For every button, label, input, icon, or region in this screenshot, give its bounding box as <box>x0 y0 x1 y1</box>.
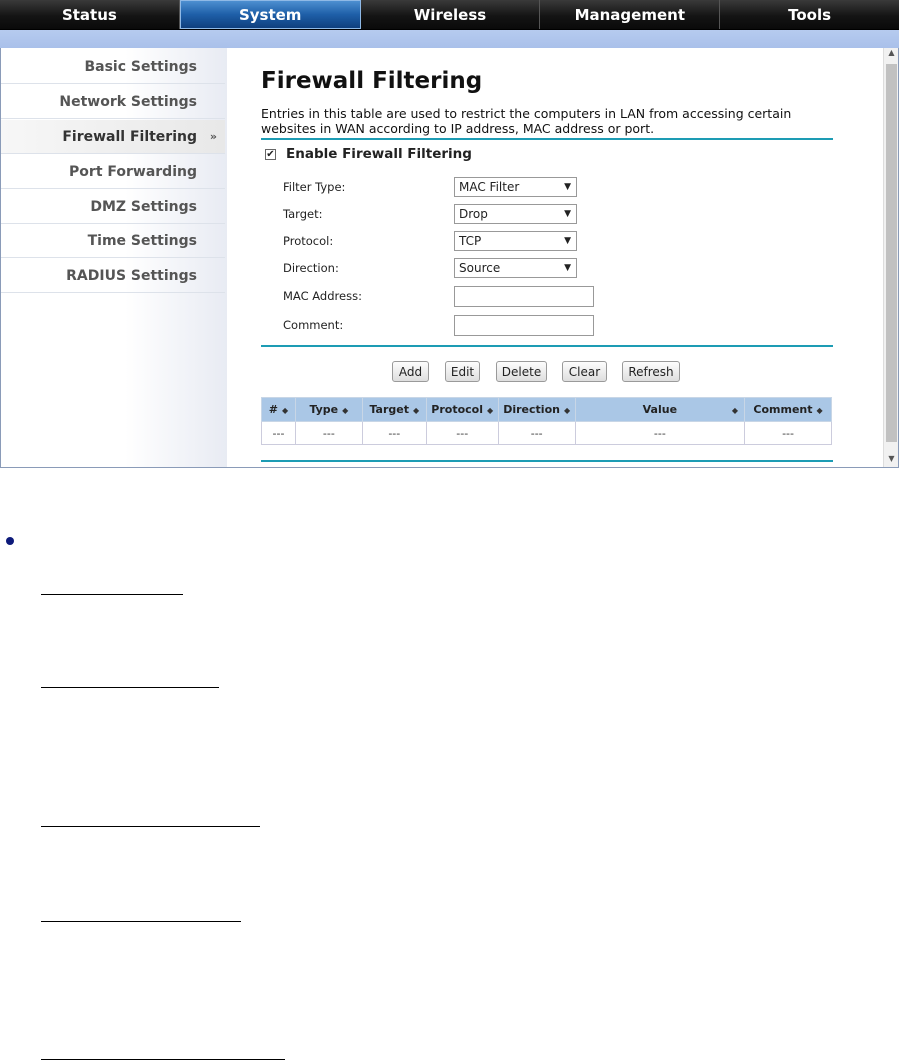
sort-icon: ◆ <box>282 406 289 415</box>
underline <box>41 826 260 827</box>
protocol-select[interactable] <box>454 231 577 251</box>
sort-icon: ◆ <box>816 406 823 415</box>
column-header-protocol[interactable]: Protocol ◆ <box>426 398 498 422</box>
delete-button[interactable]: Delete <box>496 361 547 382</box>
target-value: Drop <box>459 207 488 221</box>
column-header-direction[interactable]: Direction ◆ <box>498 398 575 422</box>
table-row <box>262 422 832 445</box>
direction-label: Direction: <box>283 261 339 275</box>
column-header-type[interactable]: Type ◆ <box>295 398 362 422</box>
enable-firewall-label: Enable Firewall Filtering <box>286 146 472 162</box>
sidebar-item-label: Port Forwarding <box>69 163 197 180</box>
dropdown-arrow-icon: ▼ <box>564 263 571 273</box>
underline <box>41 1059 285 1060</box>
sidebar-item-firewall-filtering[interactable] <box>1 120 225 154</box>
tab-tools[interactable]: Tools <box>788 5 832 24</box>
edit-button[interactable]: Edit <box>445 361 480 382</box>
checkmark-icon: ✔ <box>266 148 275 160</box>
sidebar-item-label: DMZ Settings <box>90 198 197 215</box>
scrollbar-thumb[interactable] <box>886 64 897 442</box>
scroll-down-arrow-icon[interactable]: ▼ <box>888 454 895 463</box>
sidebar <box>1 48 227 468</box>
divider <box>261 345 833 347</box>
direction-value: Source <box>459 261 501 275</box>
sub-nav-band <box>0 30 899 48</box>
mac-address-label: MAC Address: <box>283 289 362 303</box>
tab-system[interactable]: System <box>180 0 361 29</box>
sort-icon: ◆ <box>563 406 571 415</box>
vertical-scrollbar[interactable] <box>883 48 898 468</box>
scroll-up-arrow-icon[interactable]: ▲ <box>888 48 895 57</box>
column-header-value[interactable]: Value ◆ <box>575 398 744 422</box>
tab-wireless[interactable]: Wireless <box>361 0 541 29</box>
column-header-comment[interactable]: Comment ◆ <box>745 398 832 422</box>
protocol-label: Protocol: <box>283 234 334 248</box>
protocol-value: TCP <box>459 234 482 248</box>
clear-button[interactable]: Clear <box>562 361 607 382</box>
bullet-icon <box>6 537 14 545</box>
content-frame <box>0 48 899 468</box>
divider <box>261 138 833 140</box>
table-header-row <box>262 398 832 422</box>
filter-type-label: Filter Type: <box>283 180 346 194</box>
top-navigation <box>0 0 899 30</box>
table-cell: --- <box>426 422 498 445</box>
underline <box>41 921 241 922</box>
sidebar-item-radius-settings[interactable] <box>1 259 225 293</box>
chevron-right-icon: » <box>209 130 217 143</box>
mac-address-input[interactable] <box>454 286 594 307</box>
divider <box>261 460 833 462</box>
add-button[interactable]: Add <box>392 361 429 382</box>
comment-label: Comment: <box>283 318 344 332</box>
dropdown-arrow-icon: ▼ <box>564 182 571 192</box>
table-cell: --- <box>745 422 832 445</box>
tab-management[interactable]: Management <box>540 0 720 29</box>
page-description: Entries in this table are used to restrict the computers in LAN from accessing certain websites in WAN according to IP address, MAC address or port. <box>261 106 792 136</box>
table-cell: --- <box>262 422 296 445</box>
sort-icon: ◆ <box>731 406 739 415</box>
filter-type-value: MAC Filter <box>459 180 520 194</box>
underline <box>41 594 183 595</box>
sidebar-item-basic-settings[interactable] <box>1 50 225 84</box>
comment-input[interactable] <box>454 315 594 336</box>
filter-type-select[interactable] <box>454 177 577 197</box>
table-cell: --- <box>295 422 362 445</box>
table-cell: --- <box>362 422 426 445</box>
refresh-button[interactable]: Refresh <box>622 361 680 382</box>
sidebar-item-label: Basic Settings <box>84 58 197 75</box>
target-label: Target: <box>283 207 323 221</box>
table-cell: --- <box>575 422 744 445</box>
sidebar-item-label: Network Settings <box>59 93 197 110</box>
firewall-rules-table <box>261 397 832 445</box>
table-cell: --- <box>498 422 575 445</box>
enable-firewall-checkbox[interactable] <box>265 149 276 160</box>
page-title: Firewall Filtering <box>261 68 483 94</box>
sort-icon: ◆ <box>412 406 420 415</box>
direction-select[interactable] <box>454 258 577 278</box>
sidebar-item-dmz-settings[interactable] <box>1 190 225 224</box>
target-select[interactable] <box>454 204 577 224</box>
sidebar-item-network-settings[interactable] <box>1 85 225 119</box>
column-header-target[interactable]: Target ◆ <box>362 398 426 422</box>
sidebar-item-label: Time Settings <box>87 232 197 249</box>
underline <box>41 687 219 688</box>
column-header-number[interactable]: # ◆ <box>262 398 296 422</box>
sidebar-item-time-settings[interactable] <box>1 224 225 258</box>
enable-firewall-row <box>265 146 472 162</box>
sidebar-item-label: RADIUS Settings <box>66 267 197 284</box>
sort-icon: ◆ <box>342 406 349 415</box>
dropdown-arrow-icon: ▼ <box>564 236 571 246</box>
sidebar-item-label: Firewall Filtering <box>62 128 197 145</box>
sort-icon: ◆ <box>487 406 494 415</box>
sidebar-item-port-forwarding[interactable] <box>1 155 225 189</box>
dropdown-arrow-icon: ▼ <box>564 209 571 219</box>
tab-status[interactable]: Status <box>0 0 180 29</box>
